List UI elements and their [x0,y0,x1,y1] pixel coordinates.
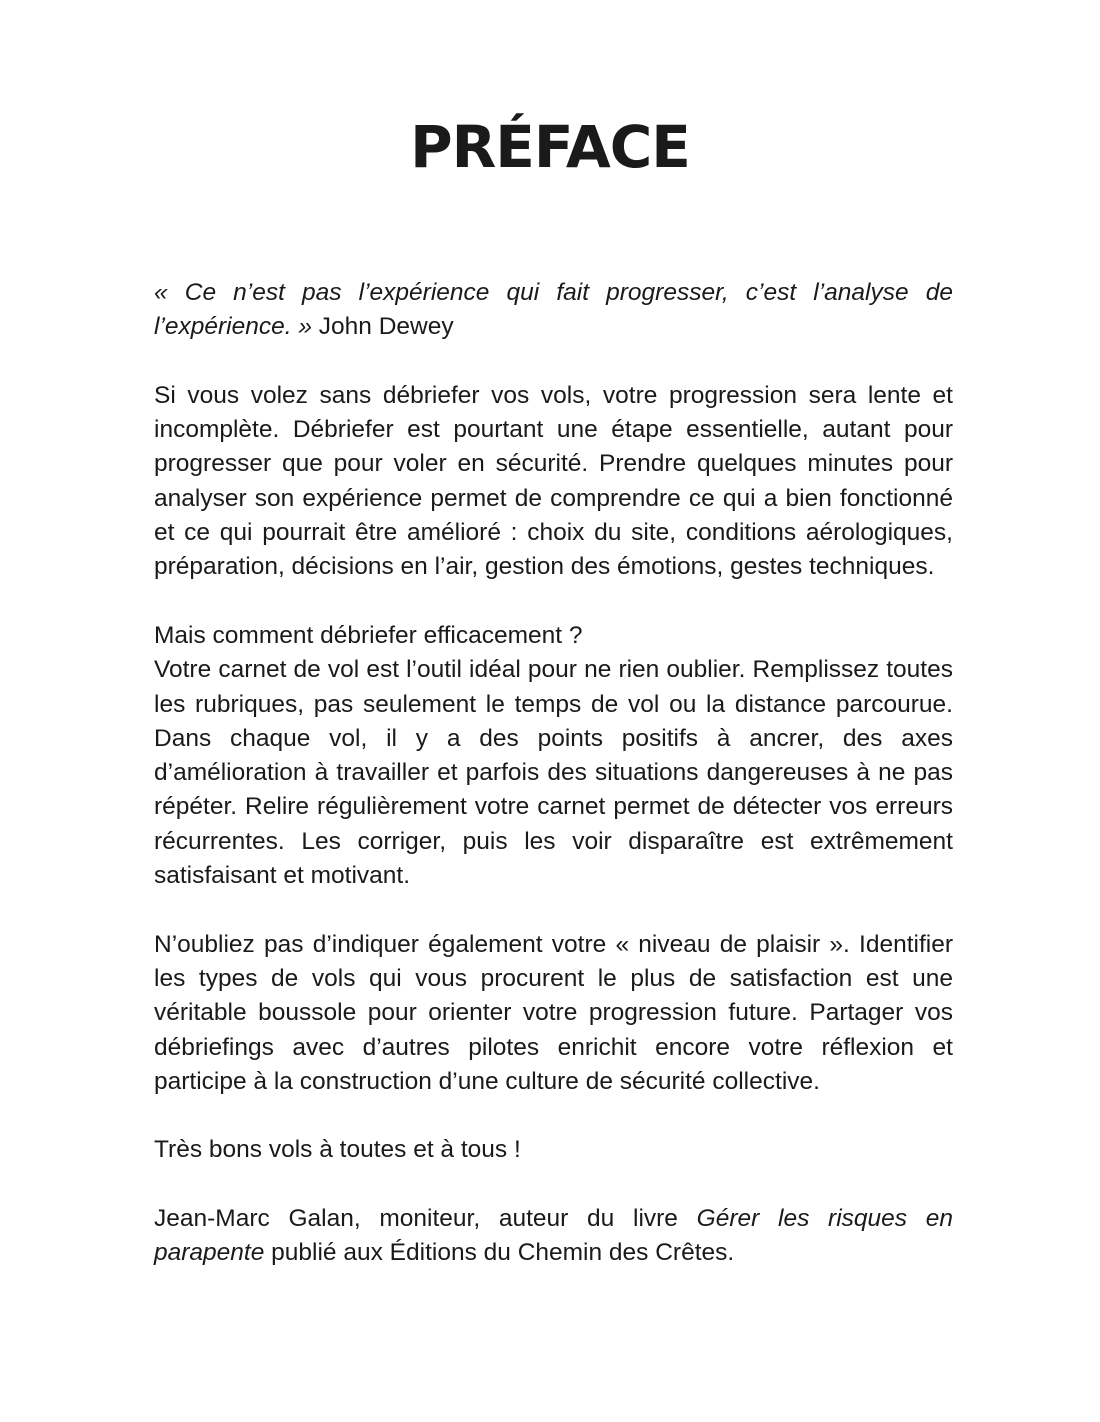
preface-body [154,276,953,1305]
epigraph-author: John Dewey [312,313,454,341]
signature-book-title: Gérer les risques en parapente [154,1205,953,1267]
epigraph-close-mark: » [291,313,312,341]
paragraph-debrief-importance: Si vous volez sans débriefer vos vols, votre progression sera lente et incomplète. Débriefer est pourtant une étape essentielle, autant pour progresser que pour voler en sécurité. Prendre quelques minutes pour analyser son expérience permet de comprendre ce qui a bien fonctionné et ce qui pourrait être amélioré : choix du site, conditions aérologiques, préparation, décisions en l’air, gestion des émotions, gestes techniques. [154,381,953,581]
signature-lead: Jean-Marc Galan, moniteur, auteur du livre [154,1205,697,1233]
paragraph-flight-log: Votre carnet de vol est l’outil idéal pour ne rien oublier. Remplissez toutes les rubriques, pas seulement le temps de vol ou la distance parcourue. Dans chaque vol, il y a des points positifs à ancrer, des axes d’amélioration à travailler et parfois des situations dangereuses à ne pas répéter. Relire régulièrement votre carnet permet de détecter vos erreurs récurrentes. Les corriger, puis les voir disparaître est extrêmement satisfaisant et motivant. [154,656,953,890]
signature-tail: publié aux Éditions du Chemin des Crêtes. [264,1239,735,1267]
signature [154,1202,953,1271]
epigraph-open-mark: « [154,279,185,306]
page-title: PRÉFACE [410,113,690,181]
paragraph-pleasure-level: N’oubliez pas d’indiquer également votre « niveau de plaisir ». Identifier les types de vols qui vous procurent le plus de satisfaction est une véritable boussole pour orienter votre progression future. Partager vos débriefings avec d’autres pilotes enrichit encore votre réflexion et participe à la construction d’une culture de sécurité collective. [154,930,953,1095]
paragraph-closing-wish: Très bons vols à toutes et à tous ! [154,1136,521,1164]
epigraph [154,276,953,345]
epigraph-quote: Ce n’est pas l’expérience qui fait progresser, c’est l’analyse de l’expérience. [154,279,953,341]
paragraph-question: Mais comment débriefer efficacement ? [154,621,583,649]
